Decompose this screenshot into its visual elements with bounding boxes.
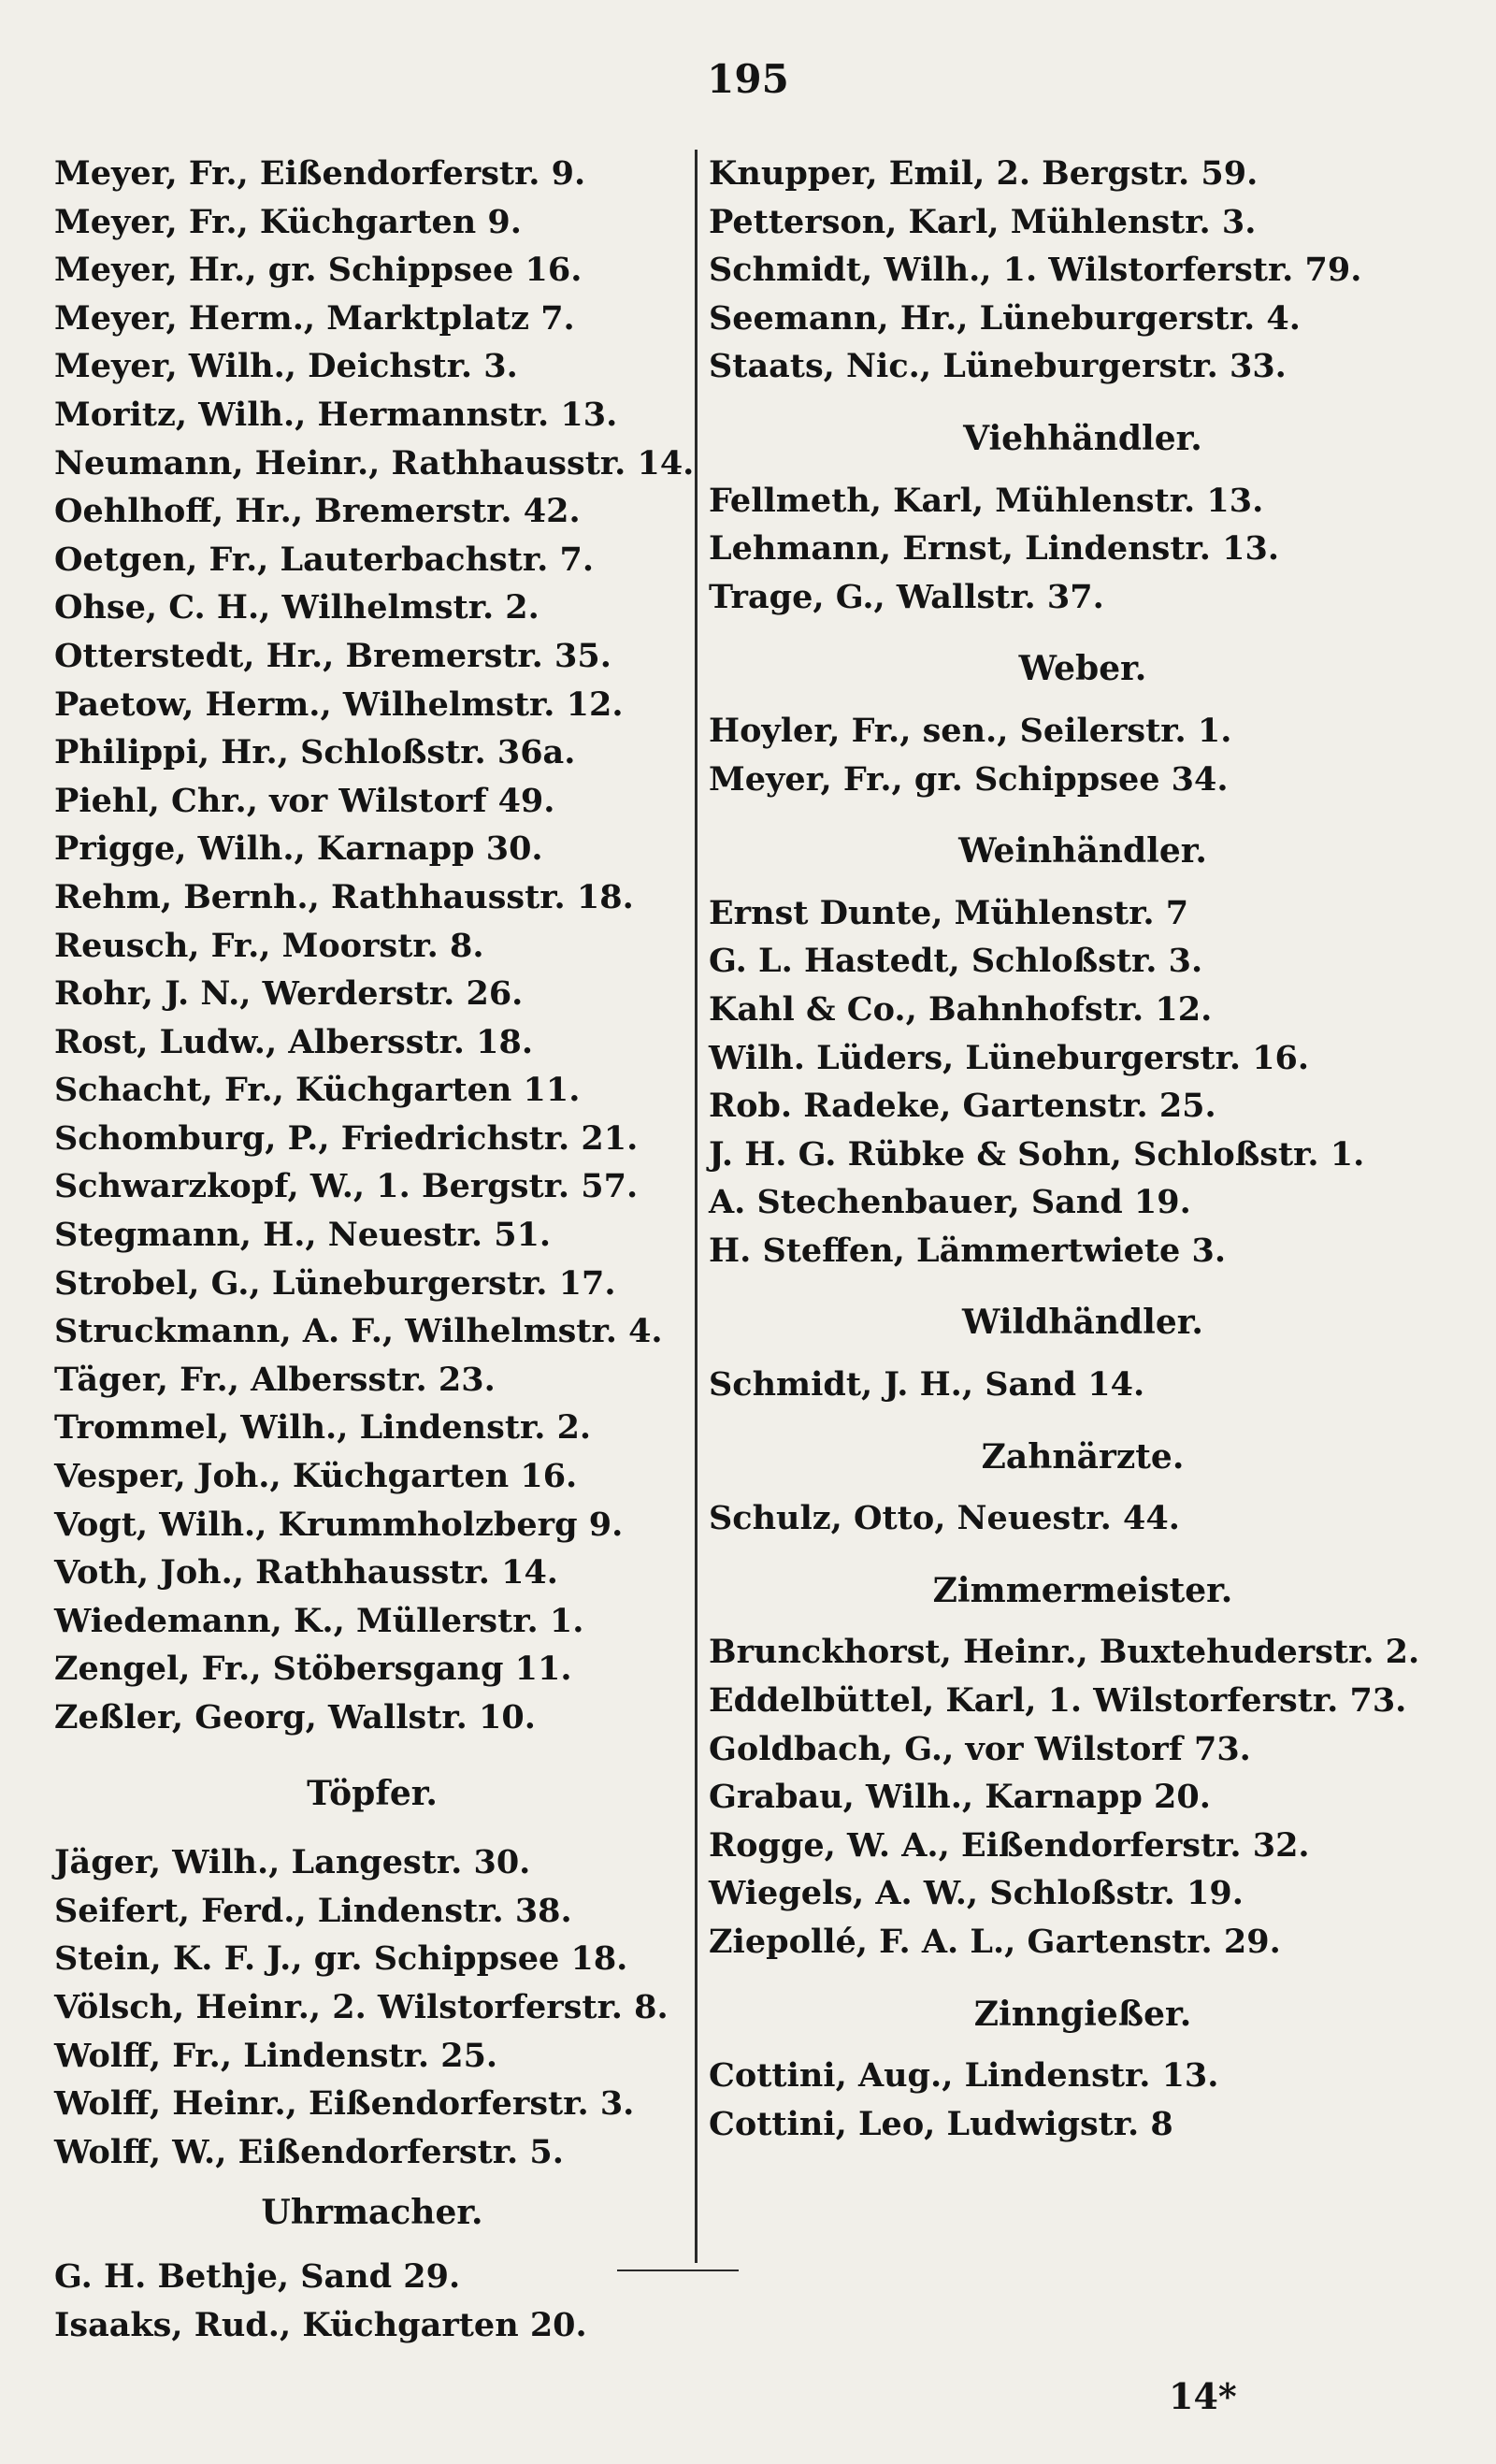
directory-entry: Meyer, Wilh., Deichstr. 3.: [54, 347, 518, 386]
directory-entry: Piehl, Chr., vor Wilstorf 49.: [54, 781, 555, 820]
section-heading-weinhandler: Weinhändler.: [958, 831, 1207, 872]
directory-entry: Rob. Radeke, Gartenstr. 25.: [709, 1087, 1216, 1126]
directory-entry: Wilh. Lüders, Lüneburgerstr. 16.: [709, 1038, 1310, 1077]
entries-group: [709, 477, 1457, 622]
entries-group: [709, 1361, 1457, 1409]
directory-entry: Täger, Fr., Albersstr. 23.: [54, 1360, 496, 1399]
directory-entry: Vogt, Wilh., Krummholzberg 9.: [54, 1505, 624, 1544]
directory-entry: Ziepollé, F. A. L., Gartenstr. 29.: [709, 1923, 1281, 1961]
footer-rule: [617, 2269, 739, 2271]
entries-group: [709, 2052, 1457, 2148]
directory-entry: Brunckhorst, Heinr., Buxtehuderstr. 2.: [709, 1633, 1420, 1672]
right-column: [709, 150, 1457, 2148]
signature-mark: 14*: [1169, 2375, 1237, 2417]
directory-entry: Voth, Joh., Rathhausstr. 14.: [54, 1553, 558, 1592]
directory-entry: Neumann, Heinr., Rathhausstr. 14.: [54, 443, 695, 483]
directory-entry: Seemann, Hr., Lüneburgerstr. 4.: [709, 298, 1301, 338]
entries-group: [54, 150, 695, 1742]
left-column: [54, 150, 695, 2349]
directory-entry: G. L. Hastedt, Schloßstr. 3.: [709, 942, 1203, 981]
directory-entry: Schwarzkopf, W., 1. Bergstr. 57.: [54, 1167, 639, 1206]
entries-group: [54, 1838, 690, 2176]
directory-entry: Meyer, Fr., gr. Schippsee 34.: [709, 759, 1229, 799]
directory-entry: Wolff, W., Eißendorferstr. 5.: [54, 2132, 564, 2171]
section-heading-weber: Weber.: [1018, 649, 1147, 689]
directory-entry: Oehlhoff, Hr., Bremerstr. 42.: [54, 492, 581, 531]
column-divider: [695, 150, 698, 2263]
directory-entry: Rehm, Bernh., Rathhausstr. 18.: [54, 877, 634, 916]
directory-entry: Knupper, Emil, 2. Bergstr. 59.: [709, 154, 1259, 193]
directory-entry: Kahl & Co., Bahnhofstr. 12.: [709, 989, 1213, 1029]
directory-entry: Vesper, Joh., Küchgarten 16.: [54, 1457, 578, 1496]
directory-entry: Goldbach, G., vor Wilstorf 73.: [709, 1729, 1251, 1768]
entries-group: [54, 2253, 690, 2349]
directory-entry: Stein, K. F. J., gr. Schippsee 18.: [54, 1939, 628, 1979]
directory-entry: Ernst Dunte, Mühlenstr. 7: [709, 893, 1189, 932]
directory-entry: Meyer, Fr., Eißendorferstr. 9.: [54, 154, 586, 193]
directory-entry: Seifert, Ferd., Lindenstr. 38.: [54, 1891, 572, 1930]
entries-group: [709, 1628, 1457, 1966]
directory-entry: Schacht, Fr., Küchgarten 11.: [54, 1071, 581, 1110]
directory-entry: Grabau, Wilh., Karnapp 20.: [709, 1778, 1211, 1817]
directory-entry: Zengel, Fr., Stöbersgang 11.: [54, 1650, 572, 1689]
directory-entry: Moritz, Wilh., Hermannstr. 13.: [54, 395, 618, 434]
section-heading-zahnarzte: Zahnärzte.: [981, 1436, 1185, 1477]
directory-entry: Oetgen, Fr., Lauterbachstr. 7.: [54, 540, 595, 579]
directory-entry: G. H. Bethje, Sand 29.: [54, 2256, 461, 2296]
directory-entry: Meyer, Herm., Marktplatz 7.: [54, 298, 575, 338]
directory-entry: Fellmeth, Karl, Mühlenstr. 13.: [709, 481, 1264, 520]
directory-entry: Schomburg, P., Friedrichstr. 21.: [54, 1118, 639, 1158]
directory-entry: Otterstedt, Hr., Bremerstr. 35.: [54, 636, 611, 675]
directory-entry: Rost, Ludw., Albersstr. 18.: [54, 1022, 534, 1061]
directory-entry: Ohse, C. H., Wilhelmstr. 2.: [54, 588, 539, 627]
directory-entry: Jäger, Wilh., Langestr. 30.: [54, 1843, 531, 1882]
directory-entry: Staats, Nic., Lüneburgerstr. 33.: [709, 347, 1287, 386]
directory-entry: Cottini, Leo, Ludwigstr. 8: [709, 2104, 1173, 2143]
directory-entry: Hoyler, Fr., sen., Seilerstr. 1.: [709, 711, 1232, 750]
section-heading-zinngiesser: Zinngießer.: [973, 1994, 1192, 2034]
directory-entry: Struckmann, A. F., Wilhelmstr. 4.: [54, 1312, 663, 1351]
directory-entry: Wolff, Heinr., Eißendorferstr. 3.: [54, 2084, 635, 2124]
directory-entry: Völsch, Heinr., 2. Wilstorferstr. 8.: [54, 1987, 669, 2026]
section-heading-viehhandler: Viehhändler.: [963, 418, 1202, 458]
directory-entry: Reusch, Fr., Moorstr. 8.: [54, 926, 484, 965]
section-heading-wildhandler: Wildhändler.: [962, 1303, 1203, 1343]
section-heading-zimmermeister: Zimmermeister.: [932, 1570, 1233, 1610]
directory-entry: Strobel, G., Lüneburgerstr. 17.: [54, 1263, 616, 1303]
entries-group: [709, 1494, 1457, 1543]
directory-entry: Wolff, Fr., Lindenstr. 25.: [54, 2036, 498, 2075]
section-heading-topfer: Töpfer.: [307, 1773, 438, 1813]
directory-entry: Isaaks, Rud., Küchgarten 20.: [54, 2305, 587, 2344]
directory-entry: Eddelbüttel, Karl, 1. Wilstorferstr. 73.: [709, 1681, 1407, 1721]
directory-entry: Philippi, Hr., Schloßstr. 36a.: [54, 733, 576, 772]
directory-entry: Schulz, Otto, Neuestr. 44.: [709, 1499, 1180, 1538]
directory-entry: Rohr, J. N., Werderstr. 26.: [54, 974, 524, 1014]
directory-entry: H. Steffen, Lämmertwiete 3.: [709, 1231, 1227, 1270]
directory-entry: Rogge, W. A., Eißendorferstr. 32.: [709, 1825, 1310, 1865]
entries-group: [709, 889, 1457, 1275]
directory-entry: Zeßler, Georg, Wallstr. 10.: [54, 1698, 536, 1736]
directory-entry: Wiegels, A. W., Schloßstr. 19.: [709, 1874, 1244, 1913]
directory-entry: Meyer, Fr., Küchgarten 9.: [54, 202, 522, 241]
entries-group: [709, 707, 1457, 803]
directory-entry: Stegmann, H., Neuestr. 51.: [54, 1216, 552, 1255]
section-heading-uhrmacher: Uhrmacher.: [261, 2193, 483, 2233]
directory-entry: Trage, G., Wallstr. 37.: [709, 577, 1104, 616]
directory-entry: Schmidt, Wilh., 1. Wilstorferstr. 79.: [709, 251, 1362, 290]
directory-entry: A. Stechenbauer, Sand 19.: [709, 1183, 1191, 1222]
page-number: 195: [707, 56, 789, 102]
directory-entry: Meyer, Hr., gr. Schippsee 16.: [54, 251, 583, 290]
directory-entry: Trommel, Wilh., Lindenstr. 2.: [54, 1408, 592, 1448]
directory-entry: Schmidt, J. H., Sand 14.: [709, 1365, 1145, 1405]
directory-entry: Petterson, Karl, Mühlenstr. 3.: [709, 202, 1257, 241]
entries-group: [709, 150, 1457, 391]
directory-entry: Prigge, Wilh., Karnapp 30.: [54, 829, 543, 869]
directory-entry: J. H. G. Rübke & Sohn, Schloßstr. 1.: [709, 1134, 1365, 1174]
directory-entry: Paetow, Herm., Wilhelmstr. 12.: [54, 684, 624, 724]
directory-entry: Cottini, Aug., Lindenstr. 13.: [709, 2056, 1219, 2096]
directory-entry: Lehmann, Ernst, Lindenstr. 13.: [709, 529, 1280, 569]
directory-entry: Wiedemann, K., Müllerstr. 1.: [54, 1601, 584, 1640]
